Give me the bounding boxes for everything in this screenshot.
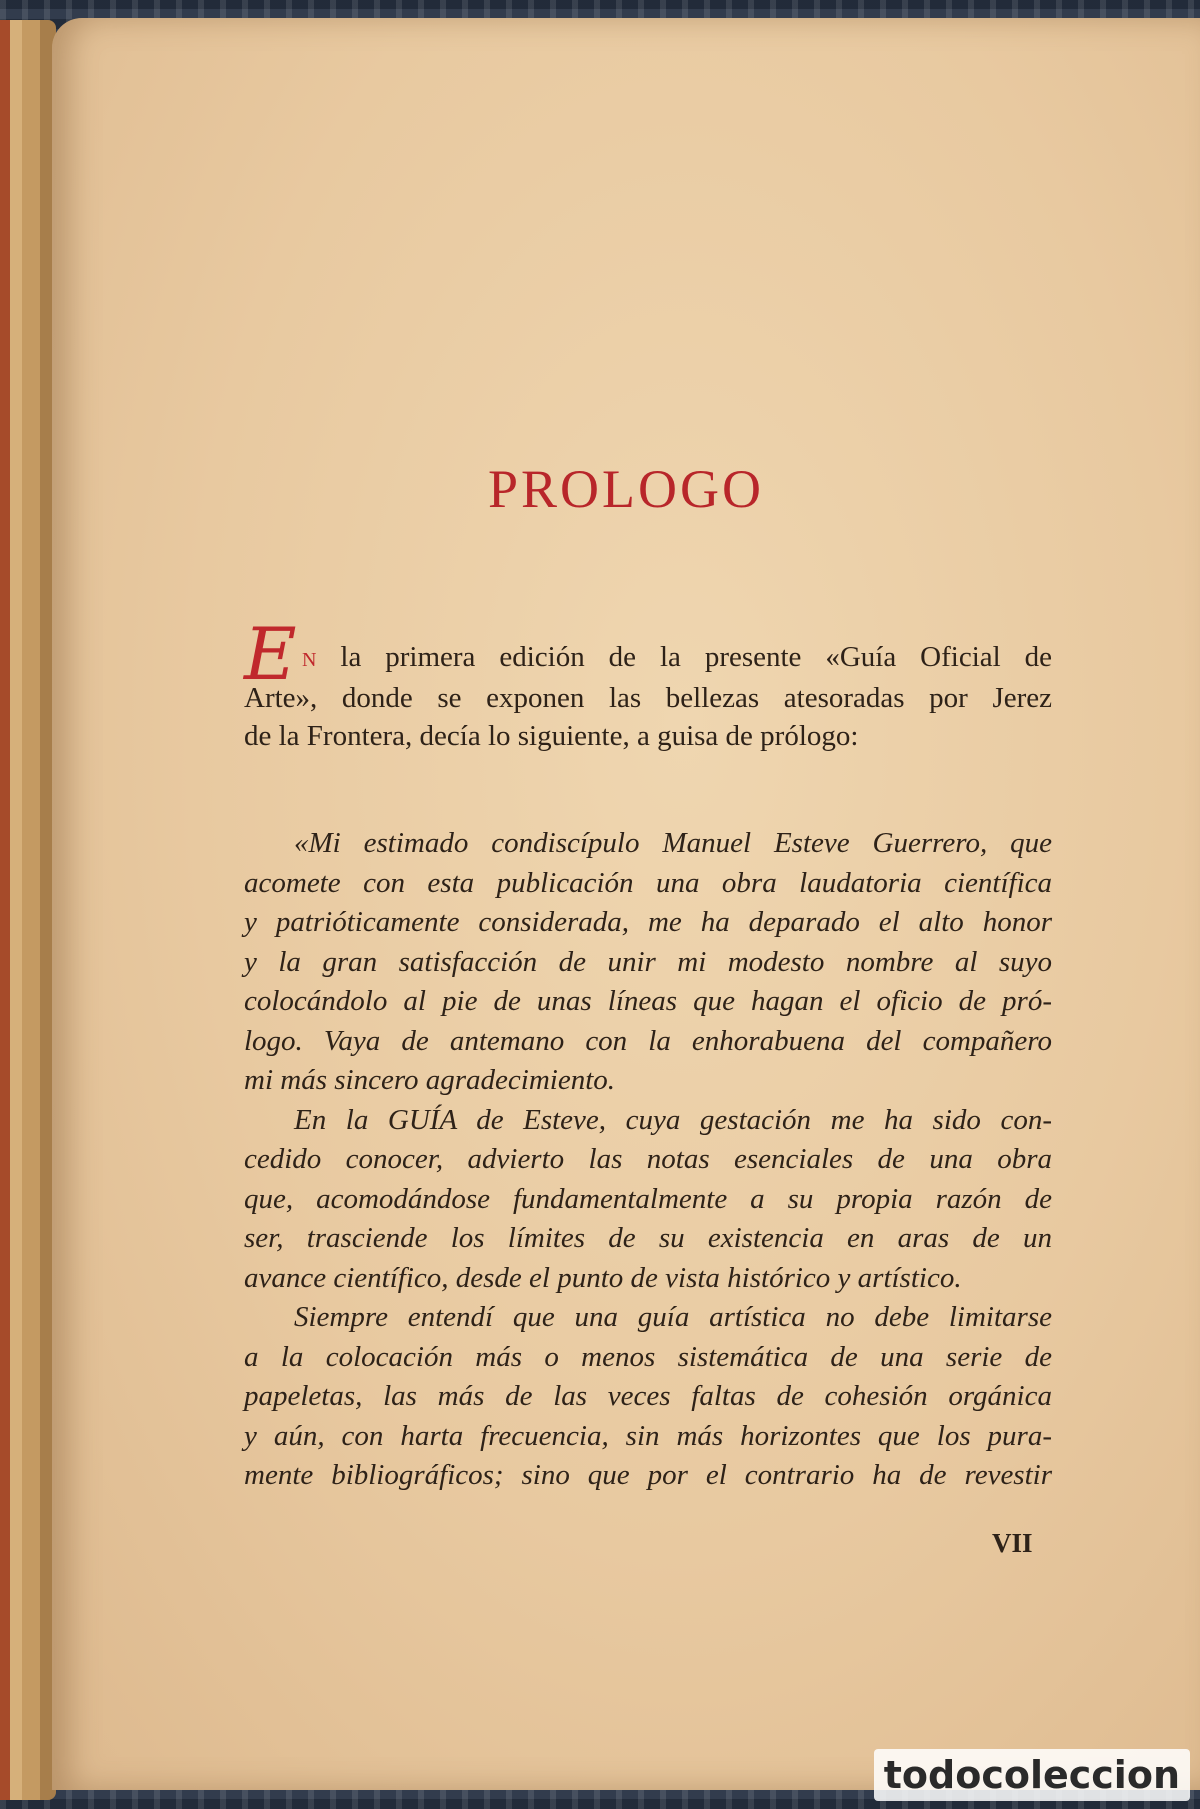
quote-line: Siempre entendí que una guía artística no debe limitarse (294, 1301, 1052, 1333)
intro-line-2: Arte», donde se exponen las bellezas atesoradas por Jerez (244, 682, 1052, 714)
quote-line: «Mi estimado condiscípulo Manuel Esteve Guerrero, que (294, 827, 1052, 859)
quote-line: ser, trasciende los límites de su existencia en aras de un (244, 1222, 1052, 1254)
quote-line: cedido conocer, advierto las notas esenciales de una obra (244, 1143, 1052, 1175)
quote-line: que, acomodándose fundamentalmente a su propia razón de (244, 1182, 1052, 1215)
quote-line: y patrióticamente considerada, me ha deparado el alto honor (244, 906, 1052, 938)
quote-line: a la colocación más o menos sistemática de una serie de (244, 1340, 1052, 1373)
book-spine-edge (0, 20, 56, 1800)
book-page (52, 18, 1200, 1790)
quote-line: acomete con esta publicación una obra laudatoria científica (244, 866, 1052, 899)
quote-line: y la gran satisfacción de unir mi modesto nombre al suyo (244, 945, 1052, 978)
page-number: VII (992, 1528, 1033, 1558)
watermark-logo: todocoleccion (874, 1749, 1190, 1801)
quoted-prologue (244, 824, 1052, 1496)
quote-line: colocándolo al pie de unas líneas que hagan el oficio de pró- (244, 985, 1052, 1017)
intro-paragraph (244, 612, 1052, 755)
intro-line-3: de la Frontera, decía lo siguiente, a guisa de prólogo: (244, 720, 859, 752)
quote-line: papeletas, las más de las veces faltas de cohesión orgánica (244, 1380, 1052, 1412)
quote-line: En la GUÍA de Esteve, cuya gestación me ha sido con- (294, 1103, 1052, 1136)
quote-line: mente bibliográficos; sino que por el contrario ha de revestir (244, 1459, 1052, 1491)
quote-line: logo. Vaya de antemano con la enhorabuena del compañero (244, 1024, 1052, 1057)
quote-line: y aún, con harta frecuencia, sin más horizontes que los pura- (244, 1419, 1052, 1452)
quote-line: avance científico, desde el punto de vista histórico y artístico. (244, 1261, 962, 1294)
drop-cap-initial: E (244, 612, 297, 696)
quote-line: mi más sincero agradecimiento. (244, 1064, 616, 1096)
drop-cap-rest: N (302, 649, 317, 671)
page-title: PROLOGO (487, 459, 765, 519)
intro-line-1 (244, 612, 1052, 696)
intro-line-1-text: la primera edición de la presente «Guía Oficial de (340, 641, 1052, 673)
